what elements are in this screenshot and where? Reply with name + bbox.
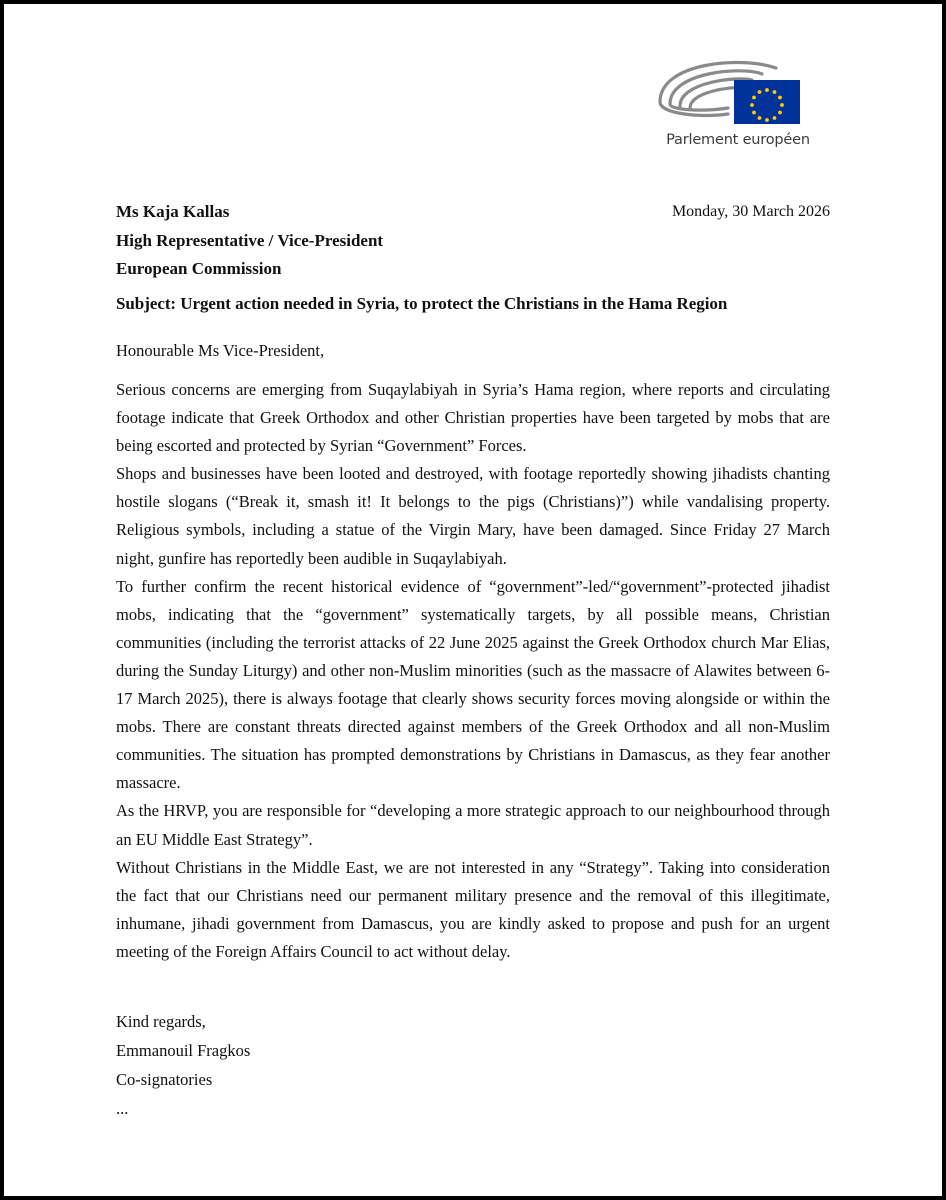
body-paragraph: Without Christians in the Middle East, we are not interested in any “Strategy”. Taking into consideration the fact that our Christians need our permanent military presence and the removal of this illegitimate, inhumane, jihadi government from Damascus, you are kindly asked to propose and push for an urgent meeting of the Foreign Affairs Council to act without delay. — [116, 857, 830, 961]
signer-name: Emmanouil Fragkos — [116, 1041, 251, 1060]
letter-date: Monday, 30 March 2026 — [671, 203, 830, 220]
letter-body — [116, 376, 830, 966]
logo-text: Parlement européen — [666, 132, 810, 148]
european-parliament-logo — [652, 48, 822, 160]
subject-line: Subject: Urgent action needed in Syria, to protect the Christians in the Hama Region — [116, 294, 728, 313]
salutation: Honourable Ms Vice-President, — [116, 341, 325, 360]
body-paragraph: Serious concerns are emerging from Suqaylabiyah in Syria’s Hama region, where reports and circulating footage indicate that Greek Orthodox and other Christian properties have been targeted by mobs that are being escorted and protected by Syrian “Government” Forces. — [116, 380, 830, 456]
closing-regards: Kind regards, — [116, 1012, 206, 1031]
body-paragraph: Shops and businesses have been looted and destroyed, with footage reportedly showing jihadists chanting hostile slogans (“Break it, smash it! It belongs to the pigs (Christians)”) while vandalising property. Religious symbols, including a statue of the Virgin Mary, have been damaged. Since Friday 27 March night, gunfire has reportedly been audible in Suqaylabiyah. — [116, 464, 830, 568]
letter-page — [4, 4, 942, 1196]
recipient-organization: European Commission — [116, 259, 282, 278]
recipient-block — [116, 198, 383, 284]
body-paragraph: As the HRVP, you are responsible for “developing a more strategic approach to our neighbourhood through an EU Middle East Strategy”. — [116, 801, 830, 849]
recipient-name: Ms Kaja Kallas — [116, 202, 230, 221]
cosignatories-label: Co-signatories — [116, 1070, 213, 1089]
cosignatories-ellipsis: ... — [116, 1099, 129, 1118]
parliament-hemicycle-icon — [652, 48, 822, 132]
body-paragraph: To further confirm the recent historical evidence of “government”-led/“government”-protected jihadist mobs, indicating that the “government” systematically targets, by all possible means, Christian communities (including the terrorist attacks of 22 June 2025 against the Greek Orthodox church Mar Elias, during the Sunday Liturgy) and other non-Muslim minorities (such as the massacre of Alawites between 6-17 March 2025), there is always footage that clearly shows security forces moving alongside or within the mobs. There are constant threats directed against members of the Greek Orthodox and all non-Muslim communities. The situation has prompted demonstrations by Christians in Damascus, as they fear another massacre. — [116, 576, 830, 793]
closing-block — [116, 1007, 250, 1123]
recipient-title: High Representative / Vice-President — [116, 230, 384, 250]
